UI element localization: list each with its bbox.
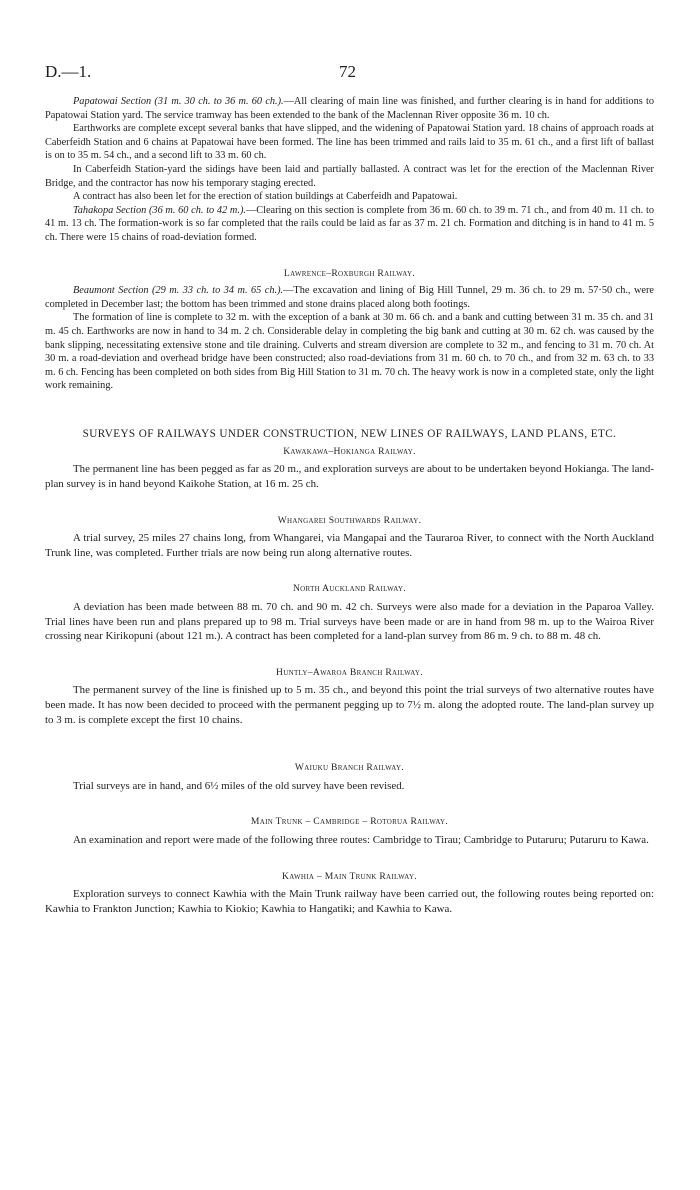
paragraph <box>45 311 654 393</box>
paragraph <box>45 284 654 311</box>
section-heading: North Auckland Railway. <box>292 583 407 595</box>
body-text <box>45 95 654 916</box>
chapter-title: SURVEYS OF RAILWAYS UNDER CONSTRUCTION, NEW LINES OF RAILWAYS, LAND PLANS, ETC. <box>82 427 617 440</box>
paragraph-text: Earthworks are complete except several banks that have slipped, and the widening of Papatowai Station yard. 18 chains of approach roads at Caberfeidh Station and 6 chains at Papatowai have been formed. The line has been trimmed and rails laid to 35 m. 61 ch., and a first lift of ballast is on to 35 m. 54 ch., and a second lift to 33 m. 60 ch. <box>45 123 654 162</box>
spacer <box>45 644 654 666</box>
section-heading: Kawakawa–Hokianga Railway. <box>283 445 416 457</box>
spacer <box>45 727 654 761</box>
paragraph <box>45 779 654 794</box>
paragraph <box>45 833 654 848</box>
paragraph <box>45 887 654 916</box>
paragraph <box>45 600 654 644</box>
paragraph-text: A trial survey, 25 miles 27 chains long, from Whangarei, via Mangapai and the Tauraroa River, to connect with the North Auckland Trunk line, was completed. Further trials are now being run along alternative routes. <box>45 532 654 559</box>
spacer <box>45 492 654 514</box>
spacer <box>45 793 654 815</box>
paragraph-text: —Clearing on this section is complete from 36 m. 60 ch. to 39 m. 71 ch., and from 40 m. 11 ch. to 41 m. 13 ch. The formation-work is so far completed that the rails could be laid as far as 37 m. 21 ch. Formation and ditching is in hand to 41 m. 5 ch. There were 15 chains of road-deviation formed. <box>45 204 654 243</box>
section-label: Beaumont Section (29 m. 33 ch. to 34 m. 65 ch.). <box>73 285 284 297</box>
section-heading: Huntly–Awaroa Branch Railway. <box>276 666 423 678</box>
paragraph-text: The permanent survey of the line is finished up to 5 m. 35 ch., and beyond this point the trial surveys of two alternative routes have been made. It has now been decided to proceed with the permanent pegging up to 7½ m. along the adopted route. The land-plan survey up to 3 m. is complete except the first 10 chains. <box>45 684 654 726</box>
paragraph-text: —All clearing of main line was finished, and further clearing is in hand for additions to Papatowai Station yard. The service tramway has been extended to the bank of the Maclennan River opposite 36 m. 10 ch. <box>45 96 654 121</box>
paragraph <box>45 122 654 163</box>
paragraph <box>45 95 654 122</box>
spacer <box>45 560 654 582</box>
paragraph <box>45 462 654 491</box>
spacer <box>45 848 654 870</box>
section-heading: Main Trunk – Cambridge – Rotorua Railway. <box>250 816 449 828</box>
paragraph-text: A contract has also been let for the erection of station buildings at Caberfeidh and Papatowai. <box>73 191 458 203</box>
section-label: Tahakopa Section (36 m. 60 ch. to 42 m.). <box>73 204 246 216</box>
paragraph-text: Exploration surveys to connect Kawhia with the Main Trunk railway have been carried out, the following routes being reported on: Kawhia to Frankton Junction; Kawhia to Kiokio; Kawhia to Hangatiki; and Kawhia to Kawa. <box>45 888 654 915</box>
paragraph-text: An examination and report were made of the following three routes: Cambridge to Tirau; Cambridge to Putaruru; Putaruru to Kawa. <box>73 833 649 846</box>
spacer <box>45 245 654 267</box>
paragraph-text: The formation of line is complete to 32 m. with the exception of a bank at 30 m. 66 ch. and a bank and cutting between 31 m. 35 ch. and 31 m. 45 ch. Earthworks are now in hand to 34 m. 2 ch. Considerable delay in completing the big bank and cutting at 30 m. 62 ch. was caused by the bank slipping, necessitating extensive stone and tile draining. Culverts and stream diversion are complete to 32 m., and fencing to 31 m. 70 ch. At 30 m. a road-deviation and overhead bridge have been constructed; also road-deviations from 31 m. 60 ch. to 70 ch., and from 32 m. 63 ch. to 33 m. 6 ch. Fencing has been completed on both sides from Big Hill Station to 31 m. 70 ch. The heavy work is now in a completed state, only the light work remaining. <box>45 312 654 392</box>
paragraph <box>45 204 654 245</box>
section-heading: Lawrence–Roxburgh Railway. <box>283 267 416 279</box>
paragraph-text: The permanent line has been pegged as far as 20 m., and exploration surveys are about to be undertaken beyond Hokianga. The land-plan survey is in hand beyond Kaikohe Station, at 16 m. 25 ch. <box>45 463 654 491</box>
paragraph <box>45 531 654 560</box>
paragraph-text: In Caberfeidh Station-yard the sidings have been laid and partially ballasted. A contract was let for the erection of the Maclennan River Bridge, and the contractor has now his temporary staging erected. <box>45 163 654 189</box>
paragraph <box>45 163 654 190</box>
paragraph-text: Trial surveys are in hand, and 6½ miles of the old survey have been revised. <box>73 779 405 792</box>
paragraph-text: —The excavation and lining of Big Hill Tunnel, 29 m. 36 ch. to 29 m. 57·50 ch., were completed in December last; the bottom has been trimmed and stone drains placed along both footings. <box>45 285 654 310</box>
section-label: Papatowai Section (31 m. 30 ch. to 36 m. 60 ch.). <box>73 96 284 107</box>
section-heading: Waiuku Branch Railway. <box>294 762 405 774</box>
document-code: D.—1. <box>45 62 92 81</box>
spacer <box>45 393 654 427</box>
page-number: 72 <box>339 62 356 81</box>
section-heading: Kawhia – Main Trunk Railway. <box>282 870 417 882</box>
section-heading: Whangarei Southwards Railway. <box>277 514 422 526</box>
paragraph <box>45 190 654 204</box>
paragraph-text: A deviation has been made between 88 m. 70 ch. and 90 m. 42 ch. Surveys were also made for a deviation in the Paparoa Valley. Trial lines have been run and plans prepared up to 98 m. Trial surveys have been made or are in hand from 98 m. up to the Wairoa River crossing near Kirikopuni (about 121 m.). A contract has been completed for a land-plan survey from 86 m. 9 ch. to 88 m. 48 ch. <box>45 601 654 643</box>
paragraph <box>45 683 654 727</box>
